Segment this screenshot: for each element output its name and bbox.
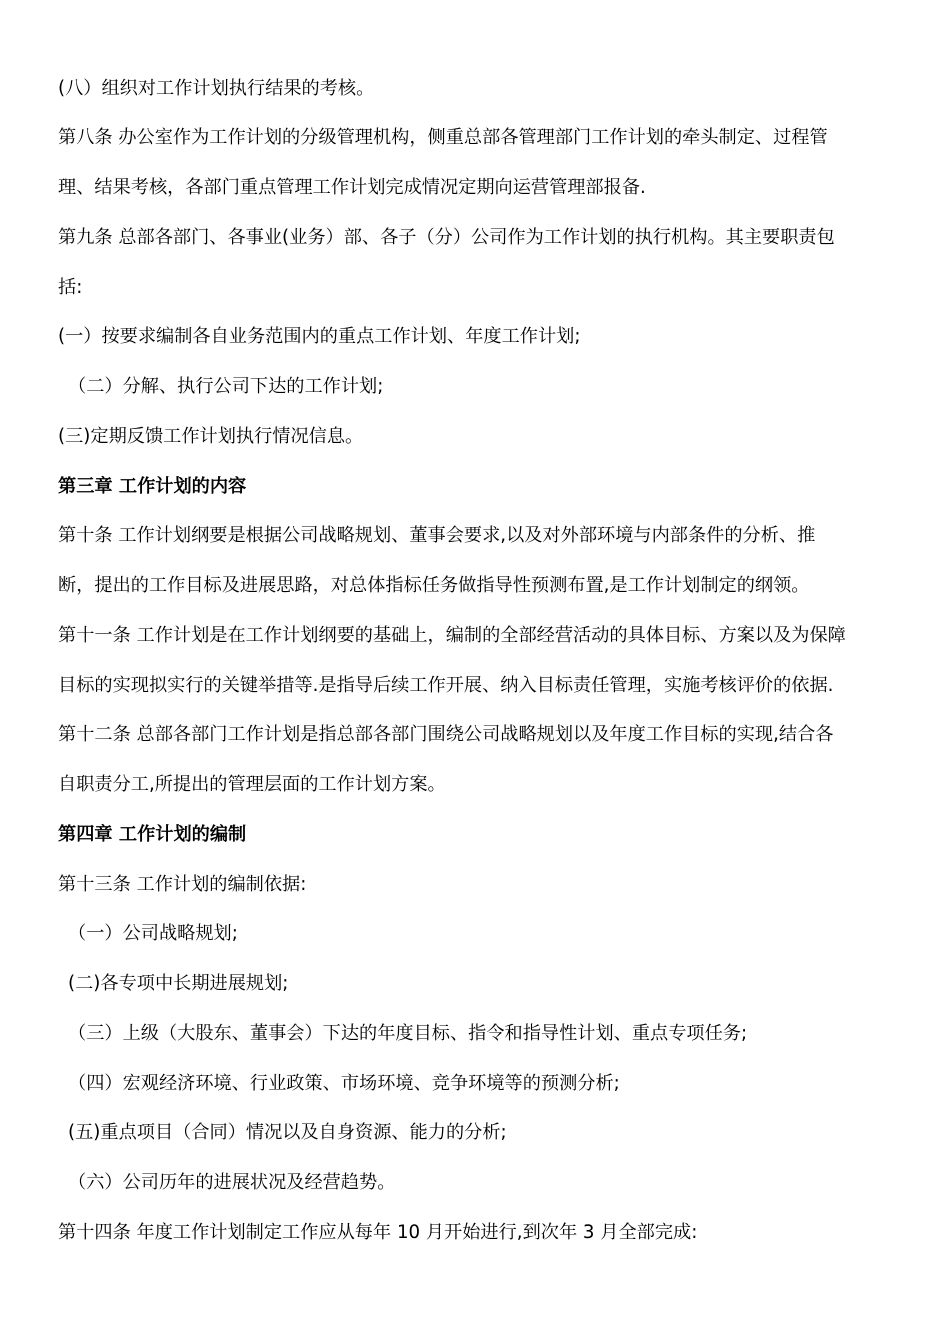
article-13-item-6: （六）公司历年的进展状况及经营趋势。 — [68, 1172, 396, 1193]
article-8-line-1: 第八条 办公室作为工作计划的分级管理机构，侧重总部各管理部门工作计划的牵头制定、过程管 — [58, 127, 828, 148]
article-9-item-3: (三)定期反馈工作计划执行情况信息。 — [58, 426, 364, 447]
article-11-line-1: 第十一条 工作计划是在工作计划纲要的基础上，编制的全部经营活动的具体目标、方案以及为保障 — [58, 625, 846, 646]
article-10-line-2: 断，提出的工作目标及进展思路，对总体指标任务做指导性预测布置,是工作计划制定的纲领。 — [58, 575, 810, 596]
article-13-item-5: (五)重点项目（合同）情况以及自身资源、能力的分析; — [68, 1122, 507, 1143]
article-10-line-1: 第十条 工作计划纲要是根据公司战略规划、董事会要求,以及对外部环境与内部条件的分析、推 — [58, 525, 816, 546]
article-13-item-3: （三）上级（大股东、董事会）下达的年度目标、指令和指导性计划、重点专项任务; — [68, 1023, 748, 1044]
article-13-item-2: (二)各专项中长期进展规划; — [68, 973, 289, 994]
article-14-line-1: 第十四条 年度工作计划制定工作应从每年 10 月开始进行,到次年 3 月全部完成: — [58, 1222, 698, 1243]
article-13-heading: 第十三条 工作计划的编制依据: — [58, 874, 307, 895]
article-9-line-2: 括: — [58, 277, 83, 298]
article-12-line-1: 第十二条 总部各部门工作计划是指总部各部门围绕公司战略规划以及年度工作目标的实现,结合各 — [58, 724, 834, 745]
article-11-line-2: 目标的实现拟实行的关键举措等.是指导后续工作开展、纳入目标责任管理，实施考核评价的依据. — [58, 675, 834, 696]
chapter-3-heading: 第三章 工作计划的内容 — [58, 476, 247, 497]
clause-item-8-assessment: (八）组织对工作计划执行结果的考核。 — [58, 78, 375, 99]
chapter-4-heading: 第四章 工作计划的编制 — [58, 824, 247, 845]
article-9-item-2: （二）分解、执行公司下达的工作计划; — [68, 376, 384, 397]
article-9-item-1: (一）按要求编制各自业务范围内的重点工作计划、年度工作计划; — [58, 326, 581, 347]
article-9-line-1: 第九条 总部各部门、各事业(业务）部、各子（分）公司作为工作计划的执行机构。其主要职责包 — [58, 227, 835, 248]
article-8-line-2: 理、结果考核，各部门重点管理工作计划完成情况定期向运营管理部报备. — [58, 177, 646, 198]
article-13-item-4: （四）宏观经济环境、行业政策、市场环境、竞争环境等的预测分析; — [68, 1073, 620, 1094]
article-12-line-2: 自职责分工,所提出的管理层面的工作计划方案。 — [58, 774, 446, 795]
article-13-item-1: （一）公司战略规划; — [68, 923, 238, 944]
